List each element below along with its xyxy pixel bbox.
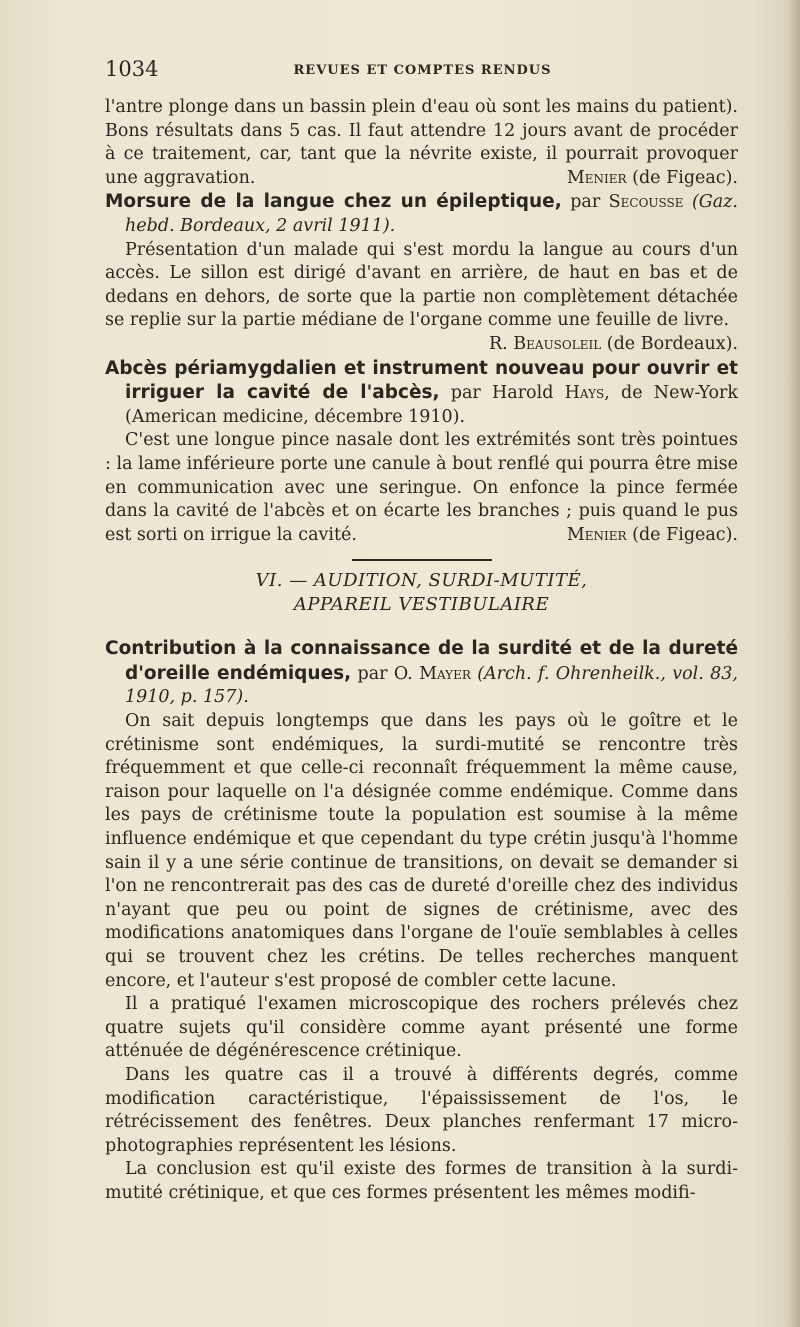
signature-name: Menier (566, 167, 627, 188)
article-title: Abcès périamygdalien et instrument nouveau pour ouvrir et irriguer la cavité de l'abcès, (105, 357, 738, 404)
article-by: par Harold (450, 383, 554, 404)
article-body-text: Présentation d'un malade qui s'est mordu la langue au cours d'un accès. Le sillon est dirigé d'avant en arrière, de haut en bas et de dedans en dehors, de sorte que la partie non complètement détachée se replie sur la partie médiane de l'organe comme une feuille de livre. (105, 239, 738, 331)
article-author: Mayer (419, 663, 471, 684)
continuation-text: l'antre plonge dans un bassin plein d'eau où sont les mains du patient). Bons résultats dans 5 cas. Il faut attendre 12 jours avant de procéder à ce traitement, car, tant que la névrite existe, il pourrait provoquer une aggravation. (105, 97, 738, 188)
signature-name: Menier (566, 524, 627, 545)
signature-place: (de Figeac). (632, 524, 738, 545)
signature-place: (de Bordeaux). (606, 333, 738, 354)
article-by: par O. (357, 663, 413, 684)
article-source: (Gaz. hebd. Bordeaux, 2 avril 1911). (125, 192, 738, 236)
section-title-line: APPAREIL VESTIBULAIRE (293, 594, 550, 616)
signature (547, 524, 738, 548)
article-author: Secousse (608, 192, 684, 213)
page-header (105, 57, 740, 87)
signature-place: (de Figeac). (632, 167, 738, 188)
section-divider (352, 559, 492, 561)
article-heading (105, 190, 738, 238)
page-number: 1034 (105, 57, 159, 81)
article-paragraph: On sait depuis longtemps que dans les pays où le goître et le crétinisme sont endémiques, la surdi-mutité se rencontre très fréquemment et que celle-ci reconnaît fréquemment la même cause, raison pour laquelle on l'a désignée comme endémique. Comme dans les pays de crétinisme toute la population est soumise à la même influence endémique et que cependant du type crétin jusqu'à l'homme sain il y a une série continue de transitions, on devait se demander si l'on ne rencontrerait pas des cas de dureté d'oreille chez des individus n'ayant que peu ou point de signes de crétinisme, avec des modifications anatomiques dans l'organe de l'ouïe semblables à celles qui se trouvent chez les crétins. De telles recherches manquent encore, et l'auteur s'est proposé de combler cette lacune. (105, 711, 738, 991)
continuation-paragraph (105, 96, 738, 190)
article-paragraph: La conclusion est qu'il existe des formes de transition à la surdi-mutité crétinique, et que ces formes présentent les mêmes modifi- (105, 1159, 738, 1203)
article-source: (Arch. f. Ohrenheilk., vol. 83, 1910, p. 157). (125, 663, 738, 708)
article-title: Morsure de la langue chez un épileptique, (105, 191, 562, 213)
article-author: Hays, (564, 383, 610, 404)
article-source: de New-York (American medicine, décembre 1910). (125, 383, 738, 427)
section-title-line: VI. — AUDITION, SURDI-MUTITÉ, (255, 570, 588, 592)
article-title: Contribution à la connaissance de la surdité et de la dureté d'oreille endémiques, (105, 638, 738, 684)
article-body (105, 429, 738, 547)
article-heading (105, 357, 738, 430)
page-content (105, 96, 738, 1206)
article-by: par (570, 192, 601, 213)
page-edge-shadow (786, 0, 800, 1327)
article-paragraph: Dans les quatre cas il a trouvé à différents degrés, comme modification caractéristique, l'épaississement de l'os, le rétrécissement des fenêtres. Deux planches renfermant 17 micro-photographies représentent les lésions. (105, 1064, 738, 1156)
article-heading (105, 637, 738, 710)
section-title (105, 569, 738, 617)
running-title: REVUES ET COMPTES RENDUS (293, 63, 552, 78)
signature-name: R. Beausoleil (488, 333, 602, 354)
article-body (105, 239, 738, 357)
signature (567, 167, 738, 191)
signature (469, 333, 738, 357)
article-body-text: C'est une longue pince nasale dont les extrémités sont très pointues : la lame inférieure porte une canule à bout renflé qui pourra être mise en communication avec une seringue. On enfonce la pince fermée dans la cavité de l'abcès et on écarte les branches ; puis quand le pus est sorti on irrigue la cavité. (105, 430, 738, 545)
article-paragraph: Il a pratiqué l'examen microscopique des rochers prélevés chez quatre sujets qu'il considère comme ayant présenté une forme atténuée de dégénérescence crétinique. (105, 994, 738, 1062)
